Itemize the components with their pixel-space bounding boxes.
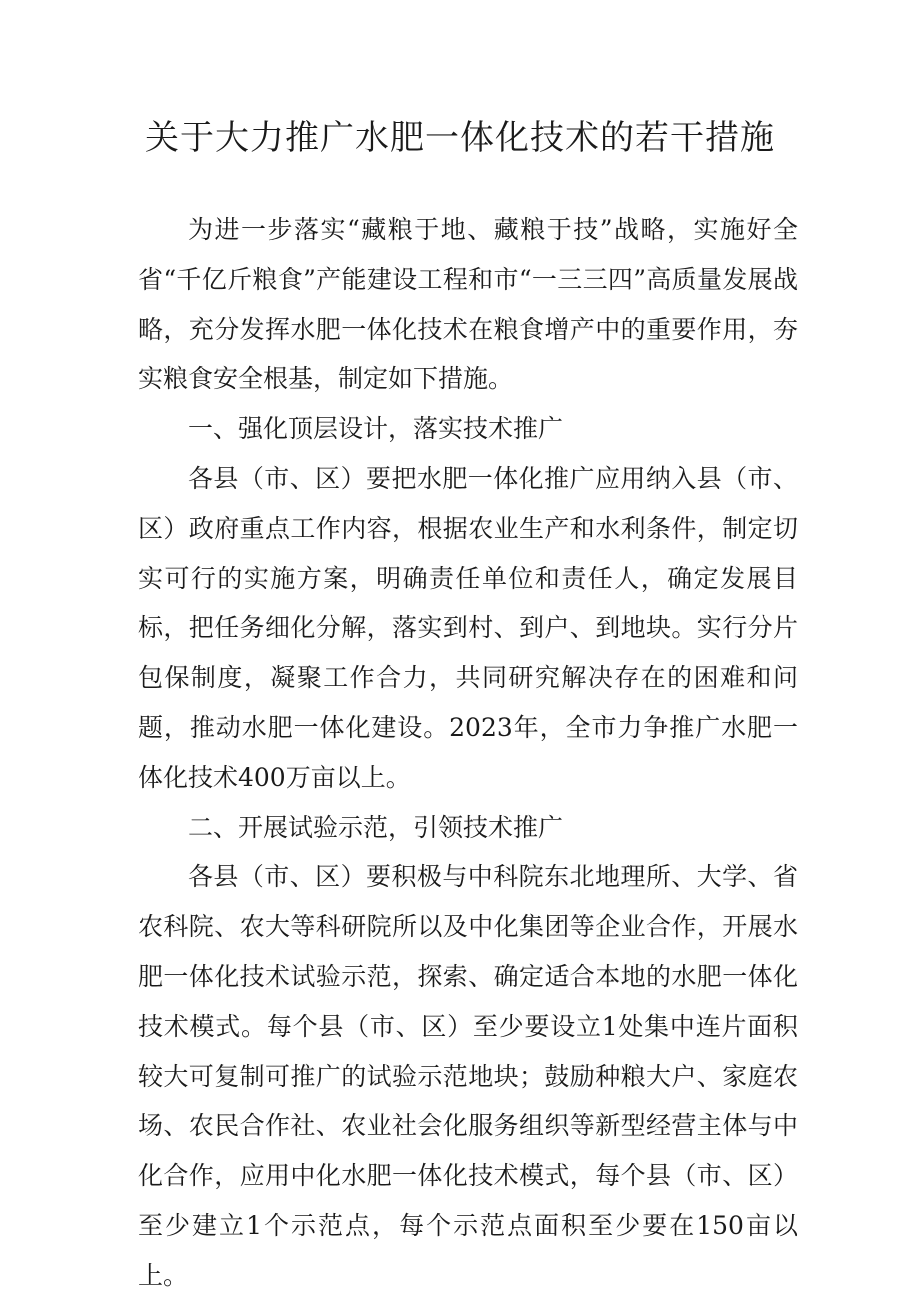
- section-2-paragraph: 各县（市、区）要积极与中科院东北地理所、大学、省农科院、农大等科研院所以及中化集团等企业合作，开展水肥一体化技术试验示范，探索、确定适合本地的水肥一体化技术模式。每个县（市、区）至少要设立1处集中连片面积较大可复制可推广的试验示范地块；鼓励种粮大户、家庭农场、农民合作社、农业社会化服务组织等新型经营主体与中化合作，应用中化水肥一体化技术模式，每个县（市、区）至少建立1个示范点，每个示范点面积至少要在150亩以上。: [138, 862, 798, 1290]
- document-body: [138, 205, 798, 1301]
- section-heading-1: 一、强化顶层设计，落实技术推广: [188, 414, 564, 444]
- section-1-paragraph: 各县（市、区）要把水肥一体化推广应用纳入县（市、区）政府重点工作内容，根据农业生产和水利条件，制定切实可行的实施方案，明确责任单位和责任人，确定发展目标，把任务细化分解，落实到村、到户、到地块。实行分片包保制度，凝聚工作合力，共同研究解决存在的困难和问题，推动水肥一体化建设。2023年，全市力争推广水肥一体化技术400万亩以上。: [138, 463, 798, 792]
- intro-paragraph: 为进一步落实“藏粮于地、藏粮于技”战略，实施好全省“千亿斤粮食”产能建设工程和市“一三三四”高质量发展战略，充分发挥水肥一体化技术在粮食增产中的重要作用，夯实粮食安全根基，制定如下措施。: [138, 215, 798, 394]
- section-heading-2: 二、开展试验示范，引领技术推广: [188, 812, 564, 842]
- document-title: 关于大力推广水肥一体化技术的若干措施: [145, 118, 775, 158]
